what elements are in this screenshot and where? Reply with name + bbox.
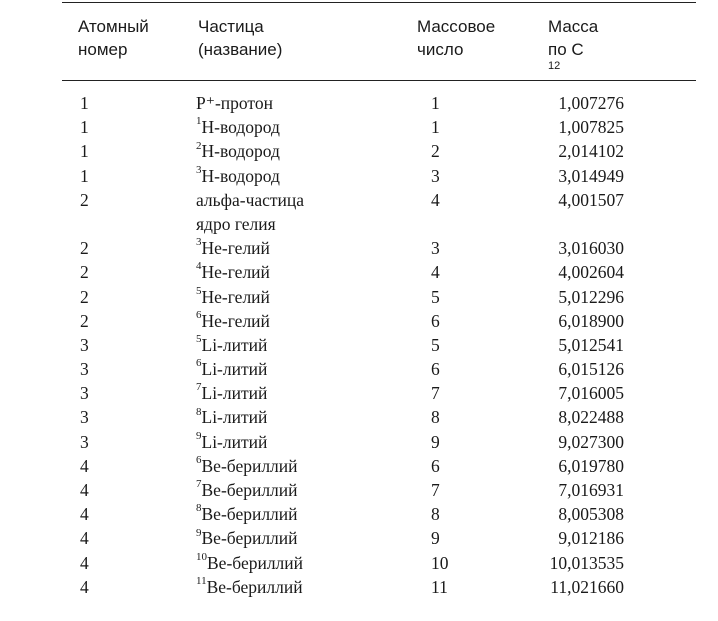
- isotope-superscript: 9: [196, 429, 202, 442]
- mass-number-cell: 4: [431, 262, 440, 283]
- particle-name-cell: [196, 188, 304, 212]
- mass-number-cell: 5: [431, 286, 440, 307]
- table-row: [0, 236, 718, 260]
- header-bottom-rule: [62, 80, 696, 81]
- header-line: [548, 38, 598, 84]
- table-row: [0, 526, 718, 550]
- mass-value-cell: 11,021660: [550, 576, 624, 597]
- particle-name-cell: [196, 236, 270, 260]
- mass-number-cell: 3: [431, 238, 440, 259]
- particle-name: He-гелий: [201, 262, 270, 283]
- particle-name-cell: [196, 405, 267, 429]
- mass-value-cell: 8,022488: [558, 407, 624, 428]
- mass-number-cell: 6: [431, 310, 440, 331]
- isotope-superscript: 7: [196, 381, 202, 394]
- particle-name: Be-бериллий: [207, 552, 304, 573]
- atomic-number-cell: 3: [80, 431, 89, 452]
- particle-name: H-водород: [201, 141, 280, 162]
- table-row: [0, 212, 718, 236]
- table-row: [0, 575, 718, 599]
- mass-number-cell: 3: [431, 165, 440, 186]
- isotope-superscript: 11: [196, 574, 207, 587]
- column-header-mass-number: [417, 15, 495, 61]
- mass-number-cell: 1: [431, 93, 440, 113]
- mass-value-cell: 9,012186: [558, 528, 624, 549]
- isotope-superscript: 9: [196, 526, 202, 539]
- particle-name-cell: [196, 139, 280, 163]
- column-header-particle: [198, 15, 282, 61]
- mass-number-cell: 5: [431, 334, 440, 355]
- isotope-superscript: 8: [196, 502, 202, 515]
- table-row: [0, 405, 718, 429]
- table-row: [0, 285, 718, 309]
- mass-value-cell: 6,015126: [558, 359, 624, 380]
- mass-number-cell: 2: [431, 141, 440, 162]
- header-line: Атомный: [78, 17, 149, 36]
- mass-value-cell: 2,014102: [558, 141, 624, 162]
- mass-number-cell: 7: [431, 383, 440, 404]
- particle-name-cell: [196, 454, 298, 478]
- column-header-atomic-number: [78, 15, 149, 61]
- particle-name-cell: [196, 502, 298, 526]
- atomic-number-cell: 1: [80, 141, 89, 162]
- isotope-superscript: 7: [196, 478, 202, 491]
- mass-value-cell: 5,012296: [558, 286, 624, 307]
- isotope-superscript: 3: [196, 236, 202, 249]
- table-row: [0, 551, 718, 575]
- atomic-number-cell: 3: [80, 359, 89, 380]
- mass-number-cell: 1: [431, 117, 440, 138]
- header-mass-prefix: по C: [548, 40, 584, 59]
- particle-name: He-гелий: [201, 286, 270, 307]
- table-row: [0, 478, 718, 502]
- table-row: [0, 139, 718, 163]
- mass-number-cell: 4: [431, 189, 440, 210]
- table-row: [0, 260, 718, 284]
- particle-name-cell: [196, 91, 273, 115]
- atomic-number-cell: 2: [80, 286, 89, 307]
- table-row: [0, 309, 718, 333]
- isotope-superscript: 1: [196, 115, 202, 128]
- particle-name: ядро гелия: [196, 213, 276, 234]
- header-line: Массовое: [417, 17, 496, 36]
- particle-name: Be-бериллий: [206, 576, 303, 597]
- atomic-number-cell: 4: [80, 455, 89, 476]
- particle-name-cell: [196, 478, 298, 502]
- particle-name-cell: [196, 575, 303, 599]
- atomic-number-cell: 4: [80, 528, 89, 549]
- table-row: [0, 430, 718, 454]
- particle-name-cell: [196, 260, 270, 284]
- mass-value-cell: 8,005308: [558, 504, 624, 525]
- table-row: [0, 454, 718, 478]
- mass-value-cell: 5,012541: [558, 334, 624, 355]
- mass-number-cell: 10: [431, 552, 449, 573]
- particle-name: альфа-частица: [196, 189, 305, 210]
- table-row: [0, 91, 718, 115]
- particle-name-cell: [196, 212, 276, 236]
- atomic-number-cell: 2: [80, 238, 89, 259]
- mass-value-cell: 3,014949: [558, 165, 624, 186]
- header-mass-superscript: 12: [548, 60, 561, 73]
- particle-name-cell: [196, 381, 267, 405]
- mass-value-cell: 7,016005: [558, 383, 624, 404]
- particle-name-cell: [196, 333, 267, 357]
- mass-number-cell: 7: [431, 480, 440, 500]
- column-header-mass: [548, 15, 598, 84]
- isotope-superscript: 3: [196, 163, 202, 176]
- atomic-number-cell: 3: [80, 383, 89, 404]
- particle-name-cell: [196, 164, 280, 188]
- particle-name-cell: [196, 309, 270, 333]
- mass-value-cell: 9,027300: [558, 431, 624, 452]
- particle-name: He-гелий: [201, 310, 270, 331]
- header-line: Масса: [548, 17, 599, 36]
- mass-number-cell: 6: [431, 359, 440, 380]
- mass-number-cell: 9: [431, 431, 440, 452]
- table-row: [0, 164, 718, 188]
- particle-name: Be-бериллий: [201, 504, 298, 525]
- particle-name: Be-бериллий: [201, 480, 298, 500]
- mass-number-cell: 8: [431, 504, 440, 525]
- particle-name: Li-литий: [201, 359, 268, 380]
- atomic-number-cell: 1: [80, 165, 89, 186]
- particle-name: Li-литий: [201, 383, 268, 404]
- table-row: [0, 381, 718, 405]
- header-line: номер: [78, 40, 128, 59]
- isotope-superscript: 4: [196, 260, 202, 273]
- atomic-number-cell: 2: [80, 262, 89, 283]
- atomic-number-cell: 4: [80, 552, 89, 573]
- table-row: [0, 188, 718, 212]
- mass-value-cell: 1,007276: [558, 93, 624, 113]
- mass-value-cell: 7,016931: [558, 480, 624, 500]
- atomic-number-cell: 2: [80, 310, 89, 331]
- mass-value-cell: 6,019780: [558, 455, 624, 476]
- table-row: [0, 333, 718, 357]
- header-line: (название): [198, 40, 283, 59]
- table-row: [0, 115, 718, 139]
- atomic-number-cell: 4: [80, 480, 89, 500]
- particle-name-cell: [196, 115, 280, 139]
- table-row: [0, 502, 718, 526]
- isotope-superscript: 8: [196, 405, 202, 418]
- isotope-superscript: 5: [196, 333, 202, 346]
- isotope-superscript: 10: [196, 550, 207, 563]
- particle-name-cell: [196, 285, 270, 309]
- mass-number-cell: 8: [431, 407, 440, 428]
- particle-name: Be-бериллий: [201, 455, 298, 476]
- isotope-superscript: 2: [196, 139, 202, 152]
- mass-value-cell: 6,018900: [558, 310, 624, 331]
- table-row: [0, 357, 718, 381]
- particle-name-cell: [196, 551, 303, 575]
- isotope-superscript: 6: [196, 453, 202, 466]
- mass-number-cell: 9: [431, 528, 440, 549]
- particle-name: H-водород: [201, 165, 280, 186]
- header-line: Частица: [198, 17, 264, 36]
- atomic-number-cell: 3: [80, 407, 89, 428]
- atomic-number-cell: 4: [80, 504, 89, 525]
- particle-name-cell: [196, 526, 298, 550]
- isotope-superscript: 5: [196, 284, 202, 297]
- mass-number-cell: 11: [431, 576, 448, 597]
- isotope-superscript: 6: [196, 357, 202, 370]
- table-top-rule: [62, 2, 696, 3]
- particle-name: Li-литий: [201, 431, 268, 452]
- particle-name: P⁺-протон: [196, 93, 273, 113]
- mass-value-cell: 4,002604: [558, 262, 624, 283]
- particle-name: He-гелий: [201, 238, 270, 259]
- atomic-number-cell: 1: [80, 117, 89, 138]
- particle-name: Li-литий: [201, 407, 268, 428]
- atomic-number-cell: 1: [80, 93, 89, 113]
- atomic-number-cell: 3: [80, 334, 89, 355]
- mass-value-cell: 10,013535: [549, 552, 624, 573]
- atomic-number-cell: 4: [80, 576, 89, 597]
- particle-name: H-водород: [201, 117, 280, 138]
- atomic-number-cell: 2: [80, 189, 89, 210]
- mass-value-cell: 4,001507: [558, 189, 624, 210]
- particle-name: Be-бериллий: [201, 528, 298, 549]
- particle-name: Li-литий: [201, 334, 268, 355]
- header-line: число: [417, 40, 464, 59]
- mass-value-cell: 1,007825: [558, 117, 624, 138]
- particle-name-cell: [196, 430, 267, 454]
- isotope-superscript: 6: [196, 308, 202, 321]
- particle-name-cell: [196, 357, 267, 381]
- table-body: [0, 91, 718, 599]
- mass-value-cell: 3,016030: [558, 238, 624, 259]
- mass-number-cell: 6: [431, 455, 440, 476]
